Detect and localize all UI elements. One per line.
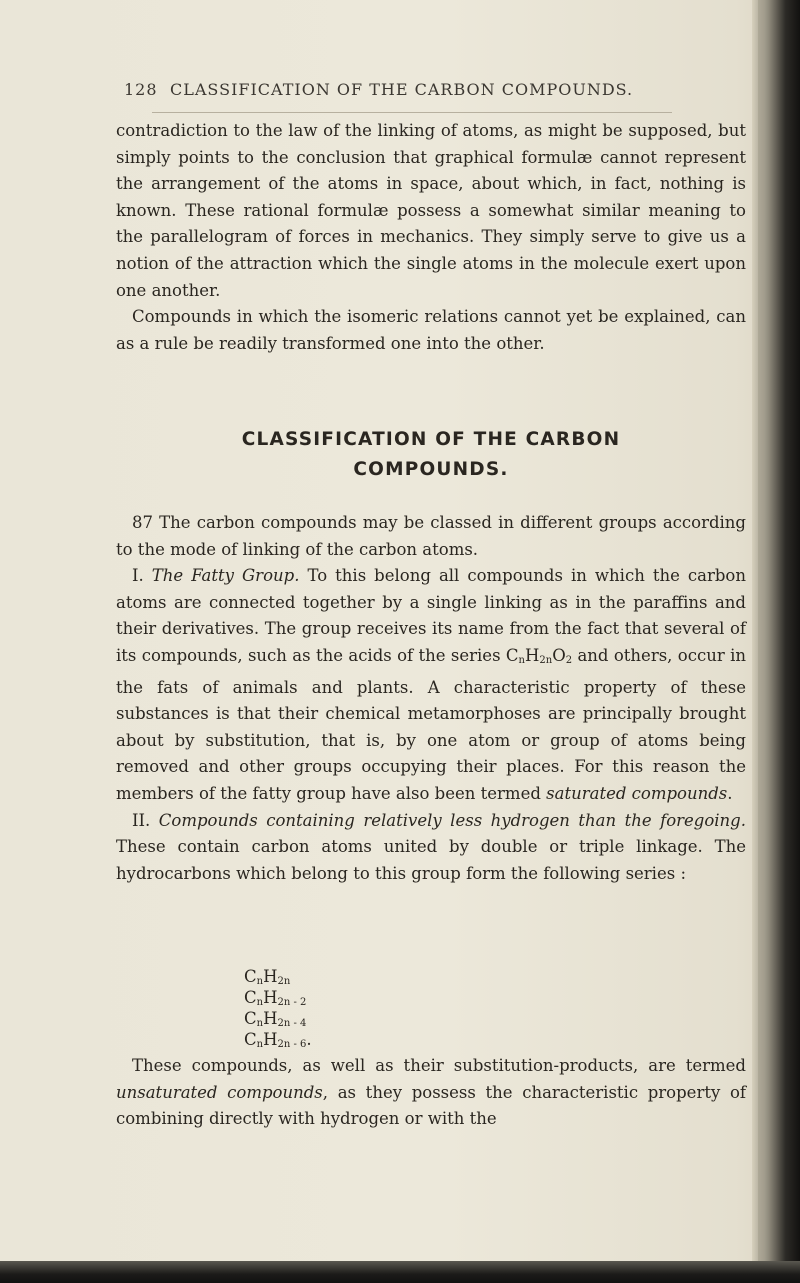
fatty-italic-term: saturated compounds <box>546 783 728 803</box>
page-number: 128 <box>124 80 158 99</box>
paragraph-87: 87 The carbon compounds may be classed in different groups according to the mode of linking of the carbon atoms. <box>116 513 746 559</box>
formula-sub-n: n <box>518 654 525 666</box>
formula-row: $C_nH_{2n - 6}$. <box>244 1030 312 1050</box>
formula-row: $C_nH_{2n}$ <box>244 967 291 987</box>
formula-sub-2: 2 <box>565 654 573 666</box>
paragraph-contradiction: contradiction to the law of the linking of atoms, as might be supposed, but simply points to the conclusion that graphical formulæ cannot represent the arrangement of the atoms in space, about which, in fact, nothing is known. These rational formulæ possess a somewhat similar meaning to the parallelogram of forces in mechanics. They simply serve to give us a notion of the attraction which the single atoms in the molecule exert upon one another. <box>116 121 746 300</box>
running-head-title: CLASSIFICATION OF THE CARBON COMPOUNDS. <box>170 80 634 99</box>
section-heading-line2: COMPOUNDS. <box>353 459 509 480</box>
running-head <box>124 80 744 102</box>
section-heading-line1: CLASSIFICATION OF THE CARBON <box>241 429 621 450</box>
unsat-text: These contain carbon atoms united by double or triple linkage. The hydrocarbons which belong to this group form the following series : <box>116 837 746 883</box>
fatty-text-c: . <box>727 783 733 803</box>
unsat-label: II. <box>132 810 159 830</box>
formula-sub-2n: 2n <box>539 654 553 666</box>
top-text <box>116 118 746 357</box>
closing-text-a: These compounds, as well as their substitution-products, are termed <box>132 1056 746 1075</box>
formula-row: $C_nH_{2n - 4}$ <box>244 1009 307 1029</box>
section-heading <box>116 425 746 485</box>
fatty-label: I. <box>132 566 152 586</box>
formula-series <box>244 966 384 1050</box>
formula-h: H <box>524 645 540 665</box>
scan-bottom-edge <box>0 1261 800 1283</box>
closing-text-b: , as they possess the characteristic property of combining directly with hydrogen or with the <box>116 1082 746 1129</box>
formula-o: O <box>552 645 566 665</box>
header-rule <box>152 112 672 113</box>
closing-italic-term: unsaturated compounds <box>116 1082 323 1102</box>
unsat-title: Compounds containing relatively less hydrogen than the foregoing. <box>158 810 746 830</box>
formula-row: $C_nH_{2n - 2}$ <box>244 988 307 1008</box>
fatty-title: The Fatty Group. <box>151 566 300 586</box>
paragraph-isomeric: Compounds in which the isomeric relations cannot yet be explained, can as a rule be readily transformed one into the other. <box>116 307 746 353</box>
paragraph-unsaturated <box>116 808 746 888</box>
fatty-text-a: To this belong all compounds in which the carbon atoms are connected together by a single linking as in the paraffins and their derivatives. The group receives its name from the fact that several of its compounds, such as the acids of the series C <box>116 566 746 665</box>
paragraph-closing <box>116 1053 746 1133</box>
fatty-text-b: and others, occur in the fats of animals and plants. A characteristic property of these substances is that their chemical metamorphoses are principally brought about by substitution, that is, by one atom or group of atoms being removed and other groups occupying their places. For this reason the members of the fatty group have also been termed <box>116 645 746 803</box>
closing-text <box>116 1053 746 1133</box>
classification-text <box>116 510 746 887</box>
paragraph-fatty-group <box>116 563 746 807</box>
page-edge <box>758 0 764 1283</box>
